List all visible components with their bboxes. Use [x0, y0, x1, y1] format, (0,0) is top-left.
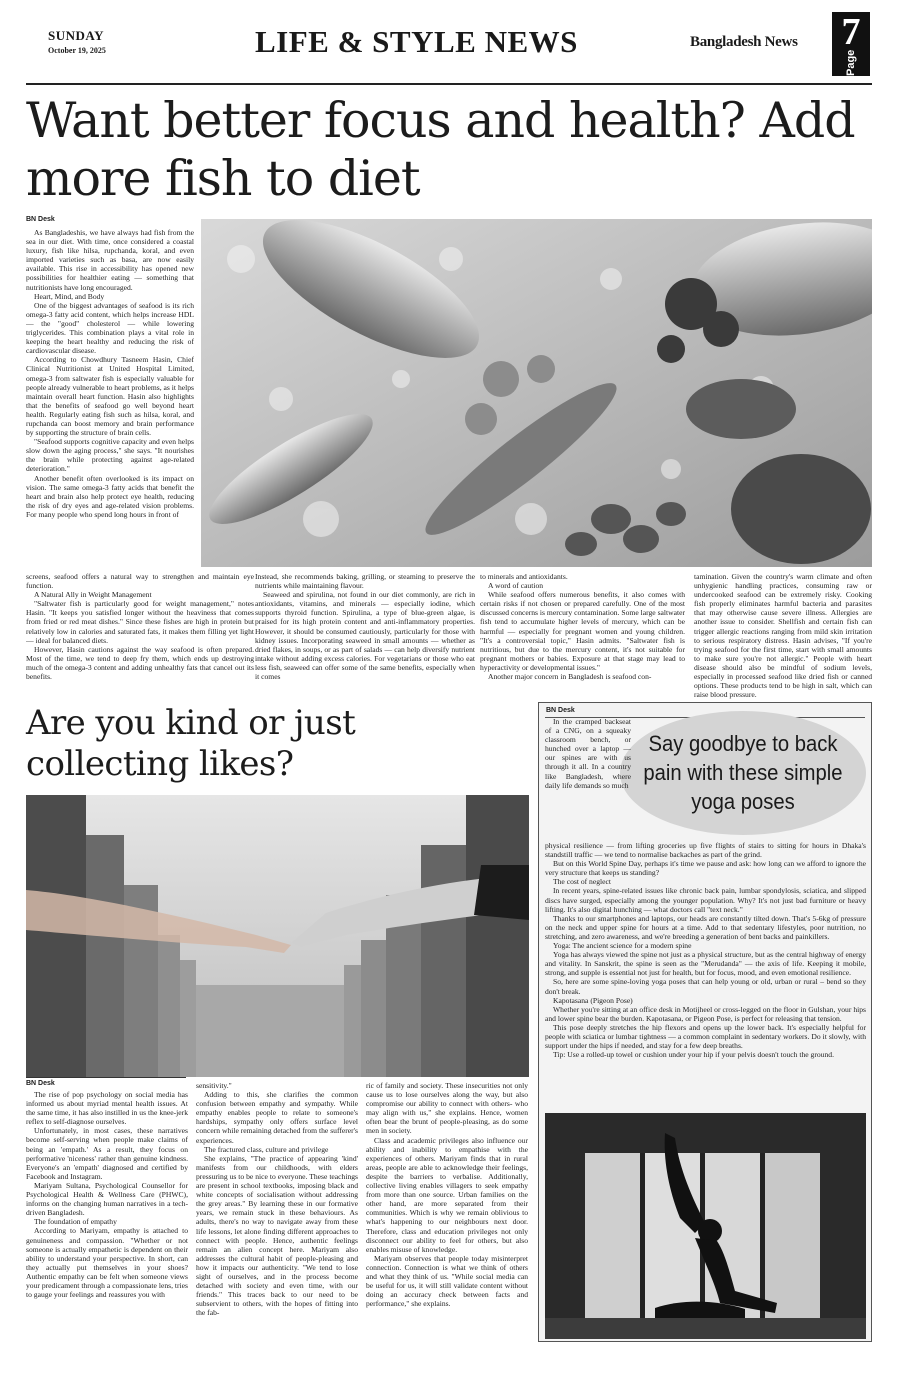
paragraph: As Bangladeshis, we have always had fish from the sea in our diet. With time, once considered a coastal luxury, fish like hilsa, rupchanda, koral, and even imported varieties such as basa, are now easily available. This rise in accessibility has opened new possibilities for healthier eating — something that nutritionists have long encouraged. — [26, 228, 194, 292]
paragraph: Seaweed and spirulina, not found in our diet commonly, are rich in antioxidants, vitamins, and minerals — especially iodine, which supports thyroid function. Spirulina, a type of blue-green algae, is praised for its high protein content and anti-inflammatory properties. However, it should be consumed cautiously, particularly for those with kidney issues. Incorporating seaweed in small amounts — whether as dried flakes, in soups, or as part of salads — can help diversify nutrient intake without adding excess calories. For vegetarians or those who eat less fish, seaweed can offer some of the same benefits, especially when it comes — [255, 590, 475, 682]
story3-body — [545, 841, 866, 1103]
paragraph: "Seafood supports cognitive capacity and even helps slow down the aging process," she says. "It nourishes the brain while protecting against age-related deterioration." — [26, 437, 194, 474]
paragraph: Unfortunately, in most cases, these narratives become self-serving when people make claims of being an 'empath.' As a result, they focus on performative 'niceness' rather than genuine kindness. Everyone's an 'empath' diagnosed and certified by Facebook and Instagram. — [26, 1126, 188, 1181]
paragraph: to minerals and antioxidants. — [480, 572, 568, 581]
story2-rule — [26, 1077, 186, 1078]
masthead-day: SUNDAY — [48, 28, 104, 43]
paragraph: The rise of pop psychology on social media has informed us about myriad mental health issues. At the same time, it has also instilled in us the knee-jerk reflex to self-diagnose ourselves. — [26, 1090, 188, 1127]
paragraph: sensitivity." — [196, 1081, 232, 1090]
page-label: Page — [845, 49, 857, 76]
paragraph: This pose deeply stretches the hip flexors and opens up the lower back. It's especially helpful for people with sciatica or lumbar tightness — a common complaint in sedentary workers. Do it slowly, with support under the hips if needed, and stay for a few deep breaths. — [545, 1022, 866, 1051]
story3-intro — [545, 717, 631, 841]
subhead: Heart, Mind, and Body — [34, 291, 105, 301]
paragraph: Tip: Use a rolled-up towel or cushion under your hip if your pelvis doesn't touch the ground. — [553, 1050, 834, 1060]
story1-headline: Want better focus and health? Add more fish to diet — [26, 92, 855, 207]
paragraph: Another major concern in Bangladesh is seafood con- — [488, 672, 652, 682]
story2-headline: Are you kind or just collecting likes? — [26, 703, 356, 784]
paragraph: Yoga has always viewed the spine not just as a physical structure, but as the central highway of energy and vitality. In Sanskrit, the spine is seen as the "Merudanda" — the axis of life. Keeping it mobile, strong, and supple is essential not just for health, but for focus, mood, and even emotional resilience. — [545, 950, 866, 978]
paragraph: physical resilience — from lifting groceries up five flights of stairs to sitting for hours in Dhaka's standstill traffic — we tend to normalise backaches as part of the grind. — [545, 841, 866, 860]
paragraph: According to Chowdhury Tasneem Hasin, Chief Clinical Nutritionist at United Hospital Limited, omega-3 from saltwater fish is especially valuable for people already vulnerable to heart problems, as it helps maintain overall heart function. Hasin also highlights that the benefits of seafood go well beyond heart health. Regularly eating fish such as hilsa, koral, and rupchanda can boost memory and brain performance by supporting the structure of brain cells. — [26, 355, 194, 438]
paragraph: Mariyam observes that people today misinterpret connection. Connection is what we think of others and what they think of us. "While social media can be useful for us, it will still validate content without doing an accuracy check between facts and performance," she explains. — [366, 1253, 528, 1309]
story2-col3 — [366, 1081, 528, 1371]
paragraph: In recent years, spine-related issues like chronic back pain, lumbar spondylosis, sciatica, and slipped discs have surged, especially among the younger population. Why? It's not just bad furniture or heavy lifting. It's also digital hunching — what doctors call "text neck." — [545, 886, 866, 914]
paragraph: Adding to this, she clarifies the common confusion between empathy and sympathy. While empathy enables people to relate to someone's hardships, sympathy only offers surface level concern while remaining detached from the sufferer's experiences. — [196, 1090, 358, 1145]
story1-col1 — [26, 228, 194, 563]
story3-headline: Say goodbye to back pain with these simple yoga poses — [643, 731, 843, 814]
story2-col2 — [196, 1081, 358, 1371]
paragraph: Instead, she recommends baking, grilling, or steaming to preserve the nutrients while maintaining flavour. — [255, 572, 475, 591]
paragraph: One of the biggest advantages of seafood is its rich omega-3 fatty acid content, which helps increase HDL — the "good" cholesterol — while lowering triglycerides. This combination plays a vital role in keeping the heart healthy and reducing the risk of cardiovascular disease. — [26, 300, 194, 356]
paragraph: In the cramped backseat of a CNG, on a squeaky classroom bench, or hunched over a laptop — our spines are with us through it all. In a country like Bangladesh, where daily life demands so much — [545, 717, 631, 790]
paragraph: She explains, "The practice of appearing 'kind' manifests from our childhoods, with elders pressuring us to be nice to everyone. These teachings are present in school textbooks, imposing black and white concepts of socialisation without addressing the grey areas." By learning these in our formative years, we remain stuck in these behaviours. As adults, there's no way to navigate away from these life lessons, let alone finding different approaches to connect with people. Hence, authentic feelings remain an alien concept here. Mariyam also addresses the cultural habit of people-pleasing and how it impacts our authenticity. "We tend to lose sight of ourselves, and in the process become detached with society and even time, with our friends." This traces back to our need to be subservient to others, with the hopes of fitting into the fab- — [196, 1153, 358, 1318]
page-number: 7 — [841, 11, 861, 53]
paragraph: Thanks to our smartphones and laptops, our heads are constantly tilted down. That's 5-6kg of pressure on the neck and upper spine for hours at a time. Add to that sedentary lifestyles, poor nutrition, no stretching, and zero awareness, and we're breeding a generation of bent backs and painkillers. — [545, 913, 866, 941]
story2-byline: BN Desk — [26, 1080, 55, 1087]
paragraph: Whether you're sitting at an office desk in Motijheel or cross-legged on the floor in Gulshan, your hips and lower spine bear the burden. Kapotasana, or Pigeon Pose, is perfect for releasing that tension. — [545, 1004, 866, 1023]
page-badge — [832, 12, 870, 76]
subhead: A word of caution — [488, 581, 544, 591]
yoga-sidebar — [538, 702, 872, 1342]
paragraph: screens, seafood offers a natural way to strengthen and maintain eye function. — [26, 572, 254, 591]
section-title: LIFE & STYLE NEWS — [255, 24, 578, 59]
subhead: Yoga: The ancient science for a modern spine — [553, 941, 692, 951]
story3-byline: BN Desk — [546, 707, 575, 714]
paper-name: Bangladesh News — [690, 34, 798, 50]
seafood-photo — [201, 219, 872, 567]
paragraph: "Saltwater fish is particularly good for weight management," notes Hasin. "It keeps you satisfied longer without the heaviness that comes from fried or red meat dishes." Since these fishes are high in protein but relatively low in calories and saturated fats, it makes them filling yet light — ideal for balanced diets. — [26, 599, 254, 645]
paragraph: ric of family and society. These insecurities not only cause us to lose ourselves along the way, but also compromise our ability to connect with others- who may align with us," she explains. Hence, women often bear the brunt of people-pleasing, as do some men in society. — [366, 1081, 528, 1136]
paragraph: Another benefit often overlooked is its impact on vision. The same omega-3 fatty acids that benefit the heart and brain also help protect eye health, reducing the risk of dry eyes and age-related vision problems. For many people who spend long hours in front of — [26, 473, 194, 519]
masthead-date: October 19, 2025 — [48, 46, 106, 55]
subhead: A Natural Ally in Weight Management — [34, 590, 152, 600]
subhead: The fractured class, culture and privilege — [204, 1144, 329, 1154]
subhead: The cost of neglect — [553, 877, 611, 887]
masthead-rule — [26, 83, 872, 85]
paragraph: Mariyam Sultana, Psychological Counsellor for Psychological Health & Wellness Care (PHWC), informs on the changing human narratives in a tech-driven Bangladesh. — [26, 1180, 188, 1218]
paragraph: So, here are some spine-loving yoga poses that can help young or old, urban or rural – bend so they don't break. — [545, 977, 866, 996]
paragraph: According to Mariyam, empathy is attached to genuineness and compassion. "Whether or not someone is actually empathetic is dependent on their ability to understand your perspective. In short, can they actually put themselves in your shoes? Authentic empathy can be felt when someone views your predicament through a compassionate lens, tries to gauge your feelings and reassures you with — [26, 1226, 188, 1300]
paragraph: tamination. Given the country's warm climate and often unhygienic handling practices, consuming raw or undercooked seafood can be extremely risky. Cooking fish properly eliminates harmful bacteria and parasites that may otherwise cause severe illness. Allergies are another issue to consider. Shellfish and certain fish can trigger allergic reactions ranging from mild skin irritation to serious respiratory distress. Hasin advises, "If you're trying seafood for the first time, start with small amounts to make sure you're not allergic." People with heart disease should also be mindful of sodium levels, especially in processed seafood like dried fish or canned options. These products tend to be high in salt, which can raise blood pressure. — [694, 572, 872, 700]
yoga-pose-photo — [545, 1113, 866, 1339]
story2-col1 — [26, 1090, 188, 1380]
paragraph: Class and academic privileges also influence our ability and inability to empathise with the experiences of others. Mariyam finds that in rural areas, people are able to acknowledge their feelings, despite the barriers to verbalise. Additionally, collective living enables villagers to seek empathy from more than one source. Urban families on the other hand, are more separated from their communities. Which is why we remain oblivious to what's happening to our neighbours next door. Therefore, class and education privileges not only disconnect our ability to feel for others, but also enables misuse of knowledge. — [366, 1135, 528, 1254]
paragraph: However, Hasin cautions against the way seafood is often prepared. Most of the time, we tend to deep fry them, which ends up destroying much of the omega-3 content and adding unhealthy fats that cancel out its benefits. — [26, 644, 254, 682]
paragraph: But on this World Spine Day, perhaps it's time we pause and ask: how long can we afford to ignore the very structure that keeps us standing? — [545, 859, 866, 878]
subhead: Kapotasana (Pigeon Pose) — [553, 995, 633, 1005]
subhead: The foundation of empathy — [34, 1217, 117, 1227]
reaching-hands-photo — [26, 795, 529, 1077]
paragraph: While seafood offers numerous benefits, it also comes with certain risks if not chosen or prepared carefully. One of the most discussed concerns is mercury contamination. Some large saltwater fish tend to accumulate higher levels of mercury, which can be harmful — especially for pregnant women and young children. "It's a controversial topic," Hasin admits. "Saltwater fish is nutritious, but due to the mercury content, it's not suitable for pregnant mothers or babies. Exposure at that stage may lead to hyperactivity or developmental issues." — [480, 590, 685, 672]
story1-byline: BN Desk — [26, 216, 55, 223]
